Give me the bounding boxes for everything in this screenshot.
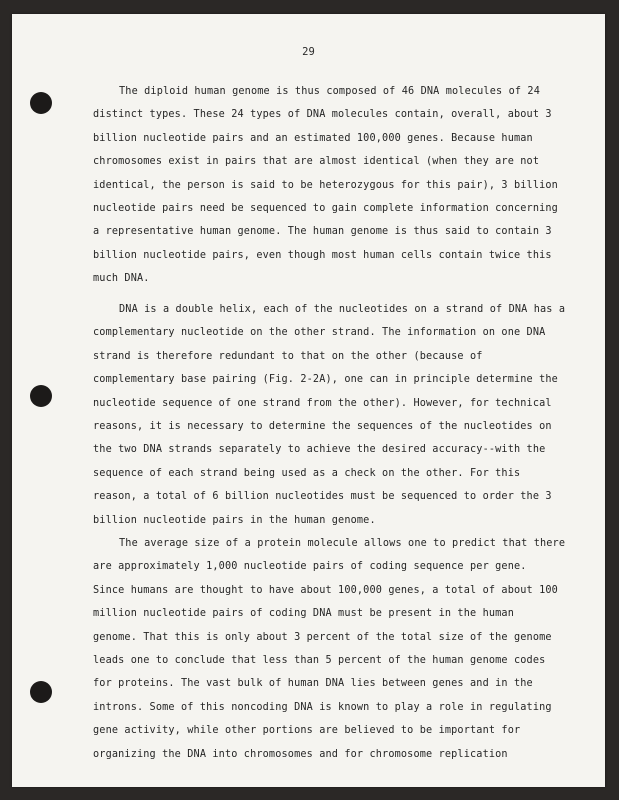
- text-line: nucleotide pairs need be sequenced to gain complete information concerning: [93, 203, 558, 214]
- text-line: complementary nucleotide on the other strand. The information on one DNA: [93, 327, 546, 339]
- text-line: sequence of each strand being used as a check on the other. For this: [93, 467, 521, 479]
- punch-hole-top: [30, 92, 52, 114]
- text-line: DNA is a double helix, each of the nucleotides on a strand of DNA has a: [119, 304, 566, 315]
- text-line: the two DNA strands separately to achieve the desired accuracy--with the: [93, 444, 546, 456]
- text-line: billion nucleotide pairs and an estimated 100,000 genes. Because human: [93, 132, 533, 144]
- text-line: organizing the DNA into chromosomes and for chromosome replication: [93, 748, 508, 760]
- punch-hole-bottom: [30, 681, 52, 703]
- text-line: chromosomes exist in pairs that are almost identical (when they are not: [93, 156, 540, 168]
- text-line: a representative human genome. The human genome is thus said to contain 3: [93, 226, 552, 238]
- page-number: 29: [302, 46, 315, 58]
- text-line: Since humans are thought to have about 100,000 genes, a total of about 100: [93, 584, 558, 596]
- text-line: introns. Some of this noncoding DNA is known to play a role in regulating: [93, 701, 552, 713]
- text-line: The diploid human genome is thus composed of 46 DNA molecules of 24: [119, 86, 540, 97]
- text-line: billion nucleotide pairs, even though most human cells contain twice this: [93, 249, 552, 261]
- text-line: million nucleotide pairs of coding DNA must be present in the human: [93, 608, 514, 620]
- text-line: reason, a total of 6 billion nucleotides must be sequenced to order the 3: [93, 491, 552, 503]
- text-line: The average size of a protein molecule allows one to predict that there: [119, 538, 566, 549]
- text-line: for proteins. The vast bulk of human DNA lies between genes and in the: [93, 678, 533, 690]
- punch-hole-middle: [30, 385, 52, 407]
- text-line: billion nucleotide pairs in the human genome.: [93, 514, 376, 526]
- text-line: leads one to conclude that less than 5 percent of the human genome codes: [93, 655, 546, 666]
- text-line: complementary base pairing (Fig. 2-2A), one can in principle determine the: [93, 374, 558, 386]
- text-line: are approximately 1,000 nucleotide pairs of coding sequence per gene.: [93, 561, 527, 573]
- text-line: reasons, it is necessary to determine the sequences of the nucleotides on: [93, 421, 552, 432]
- text-line: identical, the person is said to be heterozygous for this pair), 3 billion: [93, 179, 558, 191]
- text-line: nucleotide sequence of one strand from the other). However, for technical: [93, 397, 552, 409]
- text-line: genome. That this is only about 3 percent of the total size of the genome: [93, 631, 552, 643]
- text-line: distinct types. These 24 types of DNA molecules contain, overall, about 3: [93, 109, 552, 121]
- text-line: strand is therefore redundant to that on the other (because of: [93, 350, 483, 362]
- text-line: much DNA.: [93, 273, 150, 285]
- text-line: gene activity, while other portions are believed to be important for: [93, 725, 521, 737]
- typed-page: [12, 14, 605, 787]
